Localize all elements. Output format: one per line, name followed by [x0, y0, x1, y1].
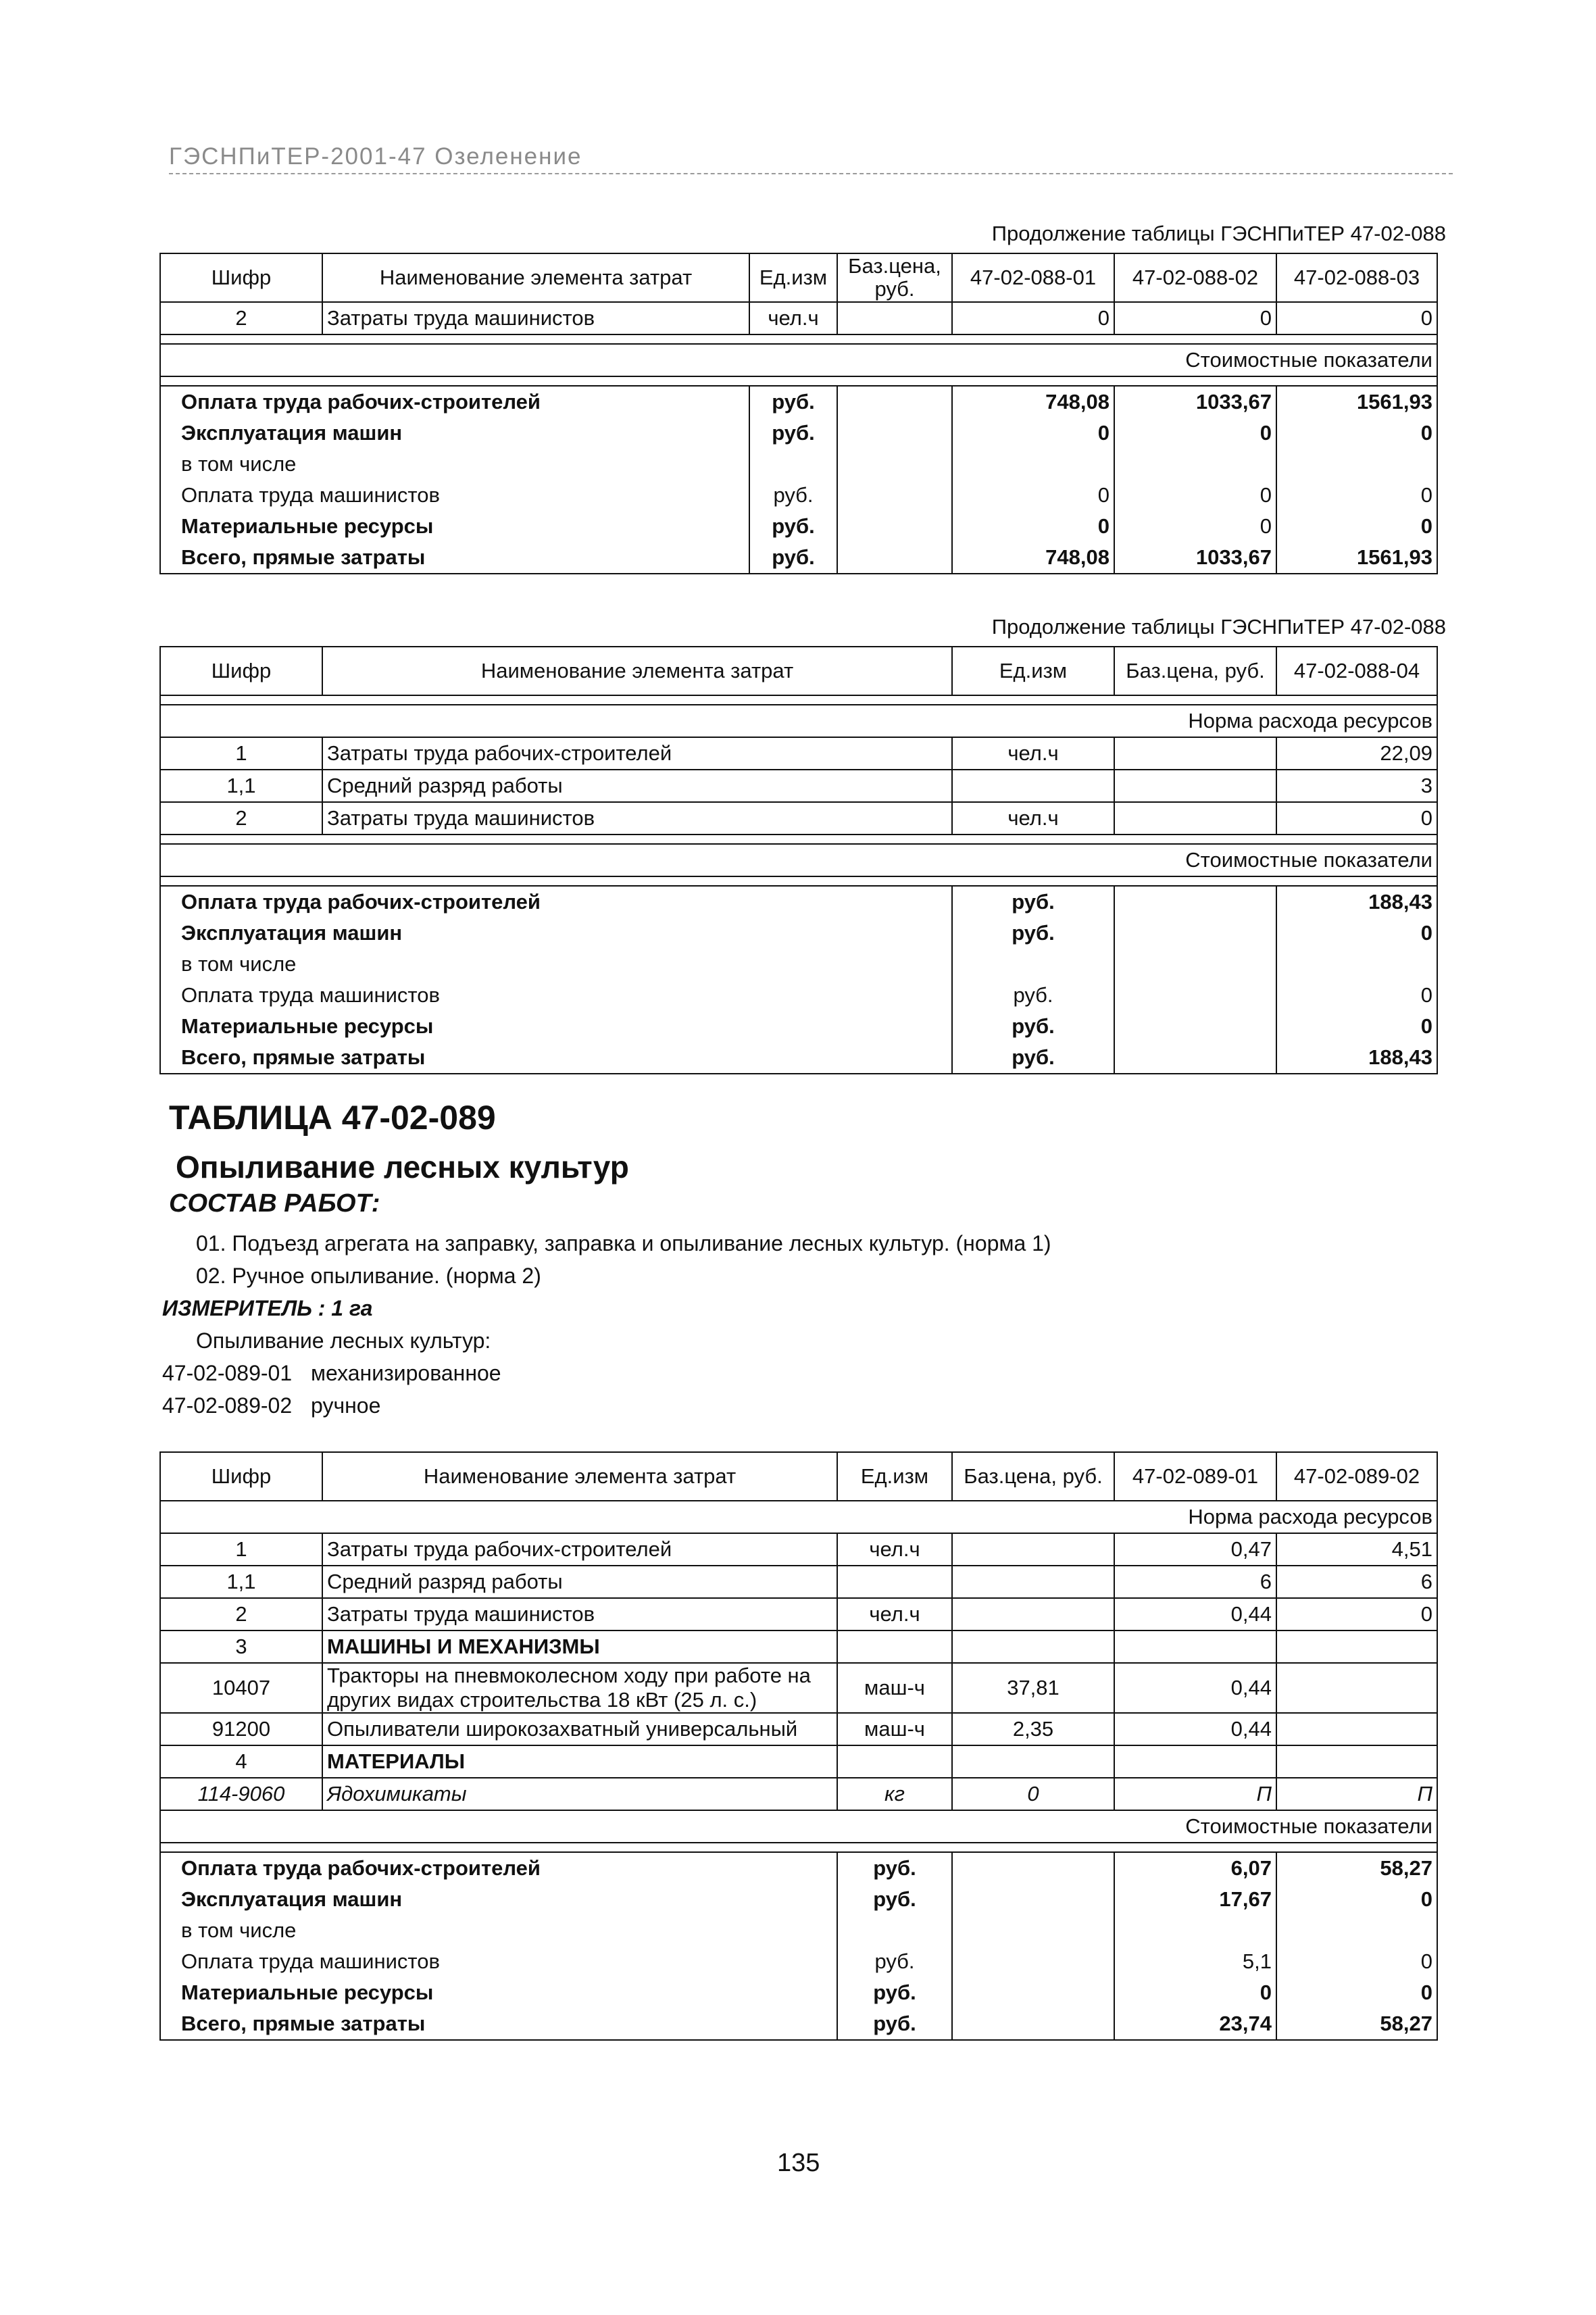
col-price: Баз.цена, руб.: [837, 253, 952, 302]
cell-value-2: [1276, 1745, 1437, 1778]
cost-row: [160, 418, 1437, 449]
cost-value-1: 748,08: [952, 542, 1114, 574]
cost-unit: руб.: [952, 1042, 1114, 1074]
norm-intro: Опыливание лесных культур:: [196, 1328, 491, 1353]
cell-unit: чел.ч: [952, 802, 1114, 835]
cell-code: 2: [160, 302, 322, 334]
cost-value-2: 0: [1114, 511, 1276, 542]
cost-name: Оплата труда рабочих-строителей: [160, 886, 952, 918]
cell-price: [952, 1533, 1114, 1566]
col-name: Наименование элемента затрат: [322, 1452, 837, 1501]
norm-desc-2: ручное: [311, 1393, 381, 1418]
col-price: Баз.цена, руб.: [952, 1452, 1114, 1501]
cost-value-1: 188,43: [1276, 886, 1437, 918]
cell-value-2: [1276, 1663, 1437, 1713]
cell-code: 1: [160, 737, 322, 770]
cost-row: [160, 542, 1437, 574]
spacer-row: [160, 835, 1437, 844]
work-item-2: 02. Ручное опыливание. (норма 2): [196, 1264, 541, 1288]
cost-value-2: 0: [1276, 1977, 1437, 2008]
cost-name: Всего, прямые затраты: [160, 542, 749, 574]
cost-value-2: 0: [1276, 1884, 1437, 1915]
cell-value-2: 4,51: [1276, 1533, 1437, 1566]
cost-unit: руб.: [952, 1011, 1114, 1042]
cost-value-3: 1561,93: [1276, 542, 1437, 574]
cell-name: Ядохимикаты: [322, 1778, 837, 1810]
cost-value-1: 5,1: [1114, 1946, 1276, 1977]
cost-name: Эксплуатация машин: [160, 918, 952, 949]
col-norm-3: 47-02-088-03: [1276, 253, 1437, 302]
cell-value-1: 0,47: [1114, 1533, 1276, 1566]
cell-unit: [837, 1566, 952, 1598]
cost-unit: руб.: [749, 386, 837, 418]
cell-value-1: 6: [1114, 1566, 1276, 1598]
section-row-norm: [160, 705, 1437, 737]
cell-name: МАШИНЫ И МЕХАНИЗМЫ: [322, 1631, 837, 1663]
cell-name: Затраты труда машинистов: [322, 802, 952, 835]
cost-row: [160, 1915, 1437, 1946]
cost-row: [160, 918, 1437, 949]
col-norm-2: 47-02-089-02: [1276, 1452, 1437, 1501]
table-088-part2: [159, 646, 1438, 1074]
cost-row: [160, 1011, 1437, 1042]
cost-name: Материальные ресурсы: [160, 511, 749, 542]
cell-name: МАТЕРИАЛЫ: [322, 1745, 837, 1778]
cost-value-1: [952, 449, 1114, 480]
cell-value-2: [1276, 1631, 1437, 1663]
cell-value-3: 0: [1276, 302, 1437, 334]
spacer-row: [160, 876, 1437, 886]
cell-price: [1114, 802, 1276, 835]
cell-name: Тракторы на пневмоколесном ходу при работе на других видах строительства 18 кВт (25 л. с.): [322, 1663, 837, 1713]
cell-name: Средний разряд работы: [322, 770, 952, 802]
cell-value-1: [1114, 1631, 1276, 1663]
table-row: [160, 770, 1437, 802]
col-unit: Ед.изм: [952, 647, 1114, 695]
cost-row: [160, 449, 1437, 480]
cost-value-1: 748,08: [952, 386, 1114, 418]
cost-unit: руб.: [952, 980, 1114, 1011]
cell-price: [1114, 770, 1276, 802]
cost-value-1: 0: [1276, 918, 1437, 949]
cost-value-2: [1276, 1915, 1437, 1946]
cell-value-1: 3: [1276, 770, 1437, 802]
col-unit: Ед.изм: [837, 1452, 952, 1501]
cost-value-1: 23,74: [1114, 2008, 1276, 2040]
cost-value-1: 17,67: [1114, 1884, 1276, 1915]
table-row: [160, 1713, 1437, 1745]
cell-unit: чел.ч: [837, 1598, 952, 1631]
col-unit: Ед.изм: [749, 253, 837, 302]
cost-name: Всего, прямые затраты: [160, 1042, 952, 1074]
cost-name: Эксплуатация машин: [160, 1884, 837, 1915]
section-row-cost: [160, 1810, 1437, 1843]
cell-price: 37,81: [952, 1663, 1114, 1713]
table-header-row: [160, 253, 1437, 302]
cost-value-1: 0: [1276, 980, 1437, 1011]
cost-unit: руб.: [749, 480, 837, 511]
cell-price: 2,35: [952, 1713, 1114, 1745]
section-row-norm: [160, 1501, 1437, 1533]
col-name: Наименование элемента затрат: [322, 647, 952, 695]
cell-value-1: 22,09: [1276, 737, 1437, 770]
cost-value-1: 188,43: [1276, 1042, 1437, 1074]
cell-value-1: [1114, 1745, 1276, 1778]
cell-code: 91200: [160, 1713, 322, 1745]
cost-unit: руб.: [837, 1977, 952, 2008]
cost-name: Материальные ресурсы: [160, 1977, 837, 2008]
measurement-unit: ИЗМЕРИТЕЛЬ : 1 га: [162, 1296, 373, 1320]
cost-value-3: 0: [1276, 511, 1437, 542]
norm-desc-1: механизированное: [311, 1361, 501, 1385]
cell-value-2: П: [1276, 1778, 1437, 1810]
cost-value-2: 1033,67: [1114, 386, 1276, 418]
col-code: Шифр: [160, 253, 322, 302]
cost-unit: руб.: [952, 918, 1114, 949]
section-row-cost: [160, 344, 1437, 376]
cost-unit: [837, 1915, 952, 1946]
cost-value-2: 0: [1276, 1946, 1437, 1977]
cell-value-1: 0: [1276, 802, 1437, 835]
cost-unit: руб.: [837, 1852, 952, 1884]
cost-unit: руб.: [749, 418, 837, 449]
cell-value-1: 0: [952, 302, 1114, 334]
col-norm-1: 47-02-088-04: [1276, 647, 1437, 695]
section-label-norm: Норма расхода ресурсов: [160, 1501, 1437, 1533]
table-row: [160, 1598, 1437, 1631]
cell-name: Средний разряд работы: [322, 1566, 837, 1598]
cost-value-3: 0: [1276, 480, 1437, 511]
cost-unit: [749, 449, 837, 480]
cost-name: Всего, прямые затраты: [160, 2008, 837, 2040]
cost-unit: [952, 949, 1114, 980]
cell-price: 0: [952, 1778, 1114, 1810]
cost-value-1: 0: [952, 418, 1114, 449]
cell-value-2: 0: [1276, 1598, 1437, 1631]
table-row: [160, 1566, 1437, 1598]
table-row: [160, 1745, 1437, 1778]
cost-unit: руб.: [952, 886, 1114, 918]
section-label-cost: Стоимостные показатели: [160, 844, 1437, 876]
cell-code: 114-9060: [160, 1778, 322, 1810]
cell-unit: чел.ч: [837, 1533, 952, 1566]
table-row: [160, 1631, 1437, 1663]
cell-name: Затраты труда рабочих-строителей: [322, 1533, 837, 1566]
table-row: [160, 1533, 1437, 1566]
cell-price: [952, 1745, 1114, 1778]
cell-value-1: 0,44: [1114, 1663, 1276, 1713]
section-label-cost: Стоимостные показатели: [160, 344, 1437, 376]
col-code: Шифр: [160, 647, 322, 695]
cell-code: 1,1: [160, 770, 322, 802]
section-label-cost: Стоимостные показатели: [160, 1810, 1437, 1843]
cell-value-1: 0,44: [1114, 1598, 1276, 1631]
cost-value-1: 0: [952, 480, 1114, 511]
cost-row: [160, 480, 1437, 511]
cost-value-1: [1276, 949, 1437, 980]
cell-code: 2: [160, 802, 322, 835]
cell-name: Затраты труда машинистов: [322, 302, 749, 334]
col-code: Шифр: [160, 1452, 322, 1501]
cell-code: 2: [160, 1598, 322, 1631]
section-label-norm: Норма расхода ресурсов: [160, 705, 1437, 737]
spacer-row: [160, 334, 1437, 344]
col-norm-1: 47-02-089-01: [1114, 1452, 1276, 1501]
cost-name: в том числе: [160, 949, 952, 980]
cost-name: Оплата труда машинистов: [160, 980, 952, 1011]
cost-row: [160, 1042, 1437, 1074]
cell-code: 1: [160, 1533, 322, 1566]
table-089: [159, 1451, 1438, 2041]
section-row-cost: [160, 844, 1437, 876]
cell-unit: кг: [837, 1778, 952, 1810]
col-price: Баз.цена, руб.: [1114, 647, 1276, 695]
cell-unit: [837, 1631, 952, 1663]
cost-unit: руб.: [749, 542, 837, 574]
cost-row: [160, 949, 1437, 980]
cost-row: [160, 386, 1437, 418]
cell-price: [837, 302, 952, 334]
cost-value-2: 0: [1114, 480, 1276, 511]
spacer-row: [160, 376, 1437, 386]
cost-name: Оплата труда рабочих-строителей: [160, 1852, 837, 1884]
cost-value-2: 58,27: [1276, 1852, 1437, 1884]
table-row: [160, 737, 1437, 770]
cost-unit: руб.: [837, 1946, 952, 1977]
cell-unit: [837, 1745, 952, 1778]
spacer-row: [160, 695, 1437, 705]
cost-unit: руб.: [749, 511, 837, 542]
cost-value-3: [1276, 449, 1437, 480]
cell-price: [952, 1566, 1114, 1598]
cost-row: [160, 886, 1437, 918]
table-088-part1: [159, 253, 1438, 574]
cell-unit: маш-ч: [837, 1713, 952, 1745]
cost-name: Эксплуатация машин: [160, 418, 749, 449]
cost-row: [160, 1946, 1437, 1977]
cost-row: [160, 2008, 1437, 2040]
cell-value-2: 0: [1114, 302, 1276, 334]
cell-unit: чел.ч: [749, 302, 837, 334]
cost-name: Оплата труда машинистов: [160, 1946, 837, 1977]
table-row: [160, 1663, 1437, 1713]
cell-price: [952, 1598, 1114, 1631]
work-composition-heading: СОСТАВ РАБОТ:: [169, 1189, 380, 1218]
cost-name: Материальные ресурсы: [160, 1011, 952, 1042]
cost-row: [160, 980, 1437, 1011]
table-row: [160, 1778, 1437, 1810]
norm-code-1: 47-02-089-01: [162, 1361, 293, 1385]
cost-value-1: 0: [952, 511, 1114, 542]
section-subtitle: Опыливание лесных культур: [176, 1149, 629, 1185]
cost-value-1: 0: [1276, 1011, 1437, 1042]
cell-name: Затраты труда машинистов: [322, 1598, 837, 1631]
continuation-caption-2: Продолжение таблицы ГЭСНПиТЕР 47-02-088: [991, 615, 1446, 639]
cost-row: [160, 1977, 1437, 2008]
cost-value-2: [1114, 449, 1276, 480]
cost-value-3: 0: [1276, 418, 1437, 449]
section-title: ТАБЛИЦА 47-02-089: [169, 1099, 496, 1137]
cell-price: [1114, 737, 1276, 770]
cell-unit: чел.ч: [952, 737, 1114, 770]
cell-price: [952, 1631, 1114, 1663]
continuation-caption-1: Продолжение таблицы ГЭСНПиТЕР 47-02-088: [991, 222, 1446, 245]
cost-value-2: 1033,67: [1114, 542, 1276, 574]
table-row: [160, 802, 1437, 835]
cost-value-1: 6,07: [1114, 1852, 1276, 1884]
cell-code: 3: [160, 1631, 322, 1663]
col-norm-2: 47-02-088-02: [1114, 253, 1276, 302]
cost-unit: руб.: [837, 2008, 952, 2040]
col-name: Наименование элемента затрат: [322, 253, 749, 302]
cost-value-3: 1561,93: [1276, 386, 1437, 418]
cell-unit: маш-ч: [837, 1663, 952, 1713]
running-header: ГЭСНПиТЕР-2001-47 Озеленение: [169, 143, 1453, 174]
spacer-row: [160, 1843, 1437, 1852]
cost-row: [160, 1852, 1437, 1884]
cell-name: Опыливатели широкозахватный универсальный: [322, 1713, 837, 1745]
cell-unit: [952, 770, 1114, 802]
cell-name: Затраты труда рабочих-строителей: [322, 737, 952, 770]
cost-value-2: 58,27: [1276, 2008, 1437, 2040]
work-item-1: 01. Подъезд агрегата на заправку, заправка и опыливание лесных культур. (норма 1): [196, 1231, 1051, 1255]
page-number: 135: [777, 2149, 820, 2177]
cell-code: 1,1: [160, 1566, 322, 1598]
table-row: [160, 302, 1437, 334]
cost-value-2: 0: [1114, 418, 1276, 449]
cost-name: в том числе: [160, 449, 749, 480]
cost-name: Оплата труда рабочих-строителей: [160, 386, 749, 418]
norm-code-2: 47-02-089-02: [162, 1393, 293, 1418]
cost-value-1: 0: [1114, 1977, 1276, 2008]
cost-unit: руб.: [837, 1884, 952, 1915]
cell-value-1: П: [1114, 1778, 1276, 1810]
cost-row: [160, 1884, 1437, 1915]
table-header-row: [160, 1452, 1437, 1501]
cost-row: [160, 511, 1437, 542]
col-norm-1: 47-02-088-01: [952, 253, 1114, 302]
cell-value-2: [1276, 1713, 1437, 1745]
table-header-row: [160, 647, 1437, 695]
cell-value-1: 0,44: [1114, 1713, 1276, 1745]
cost-name: Оплата труда машинистов: [160, 480, 749, 511]
cost-value-1: [1114, 1915, 1276, 1946]
cell-code: 10407: [160, 1663, 322, 1713]
cost-name: в том числе: [160, 1915, 837, 1946]
cell-value-2: 6: [1276, 1566, 1437, 1598]
cell-code: 4: [160, 1745, 322, 1778]
